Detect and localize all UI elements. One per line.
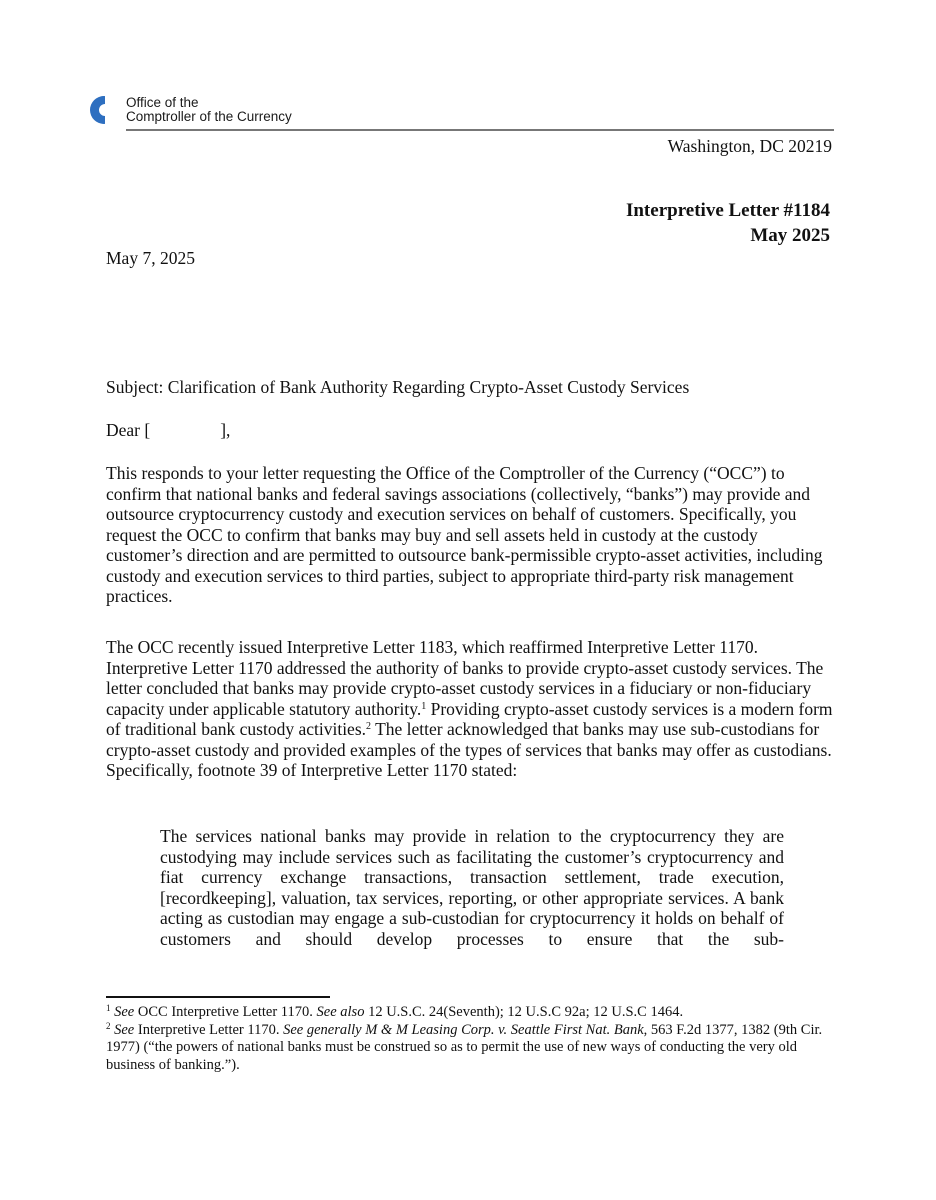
agency-name-line2: Comptroller of the Currency	[126, 109, 292, 124]
footnote-2-number: 2	[106, 1020, 111, 1031]
letter-subject: Subject: Clarification of Bank Authority Regarding Crypto-Asset Custody Services	[106, 377, 690, 397]
agency-name	[126, 96, 292, 124]
agency-name-line1: Office of the	[126, 95, 199, 110]
letter-title: Interpretive Letter #1184	[625, 200, 830, 221]
letter-date: May 7, 2025	[106, 248, 195, 268]
footnote-1	[106, 1004, 834, 1022]
footnote-1-text-a: OCC Interpretive Letter 1170.	[134, 1004, 317, 1020]
footnote-2-text-a: Interpretive Letter 1170.	[134, 1021, 284, 1038]
footnote-rule	[106, 996, 330, 998]
occ-logo	[90, 94, 292, 126]
block-quote: The services national banks may provide in relation to the cryptocurrency they are custodying may include services such as facilitating the customer’s cryptocurrency and fiat currency exchange transactions, transaction settlement, trade execution, [recordkeeping], valuation, tax services, reporting, or other appropriate services. A bank acting as custodian may engage a sub-custodian for cryptocurrency it holds on behalf of customers and should develop processes to ensure that the sub-	[160, 826, 784, 949]
paragraph-2	[106, 637, 834, 781]
footnote-2	[106, 1022, 834, 1075]
header-rule	[126, 129, 834, 131]
footnote-2-case-cite: See generally M & M Leasing Corp. v. Seattle First Nat. Bank	[283, 1021, 644, 1038]
letter-title-date: May 2025	[750, 225, 830, 246]
footnotes	[106, 1004, 834, 1074]
footnote-2-see: See	[114, 1021, 135, 1038]
footnote-1-text-b: 12 U.S.C. 24(Seventh); 12 U.S.C 92a; 12 U.S.C 1464.	[364, 1004, 684, 1020]
paragraph-1: This responds to your letter requesting the Office of the Comptroller of the Currency (“OCC”) to confirm that national banks and federal savings associations (collectively, “banks”) may provide and outsource cryptocurrency custody and execution services on behalf of customers. Specifically, you request the OCC to confirm that banks may buy and sell assets held in custody at the custody customer’s direction and are permitted to outsource bank-permissible crypto-asset activities, including custody and execution services to third parties, subject to appropriate third-party risk management practices.	[106, 463, 823, 606]
footnote-1-number: 1	[106, 1003, 111, 1013]
salutation: Dear [ ],	[106, 420, 231, 440]
agency-address: Washington, DC 20219	[667, 136, 832, 156]
letter-title-block	[626, 198, 830, 248]
paragraph-2-part-b: Providing crypto-asset custody services is a modern form of traditional bank custody activities.	[106, 698, 833, 739]
footnote-1-see: See	[114, 1004, 135, 1020]
paragraph-2-part-c: The letter acknowledged that banks may use sub-custodians for crypto-asset custody and provided examples of the types of services that banks may offer as custodians. Specifically, footnote 39 of Interpretive Letter 1170 stated:	[106, 719, 832, 780]
footnote-ref-1[interactable]: 1	[421, 700, 427, 712]
footnote-2-text-b: , 563 F.2d 1377, 1382 (9th Cir. 1977) (“the powers of national banks must be construed so as to permit the use of new ways of conducting the very old business of banking.”).	[106, 1021, 823, 1073]
footnote-ref-2[interactable]: 2	[366, 721, 372, 732]
occ-logo-icon	[90, 94, 120, 126]
paragraph-2-part-a: The OCC recently issued Interpretive Letter 1183, which reaffirmed Interpretive Letter 1170. Interpretive Letter 1170 addressed the authority of banks to provide crypto-asset custody services. The letter concluded that banks may provide crypto-asset custody services in a fiduciary or non-fiduciary capacity under applicable statutory authority.	[106, 637, 824, 719]
footnote-1-see-also: See also	[316, 1004, 365, 1020]
